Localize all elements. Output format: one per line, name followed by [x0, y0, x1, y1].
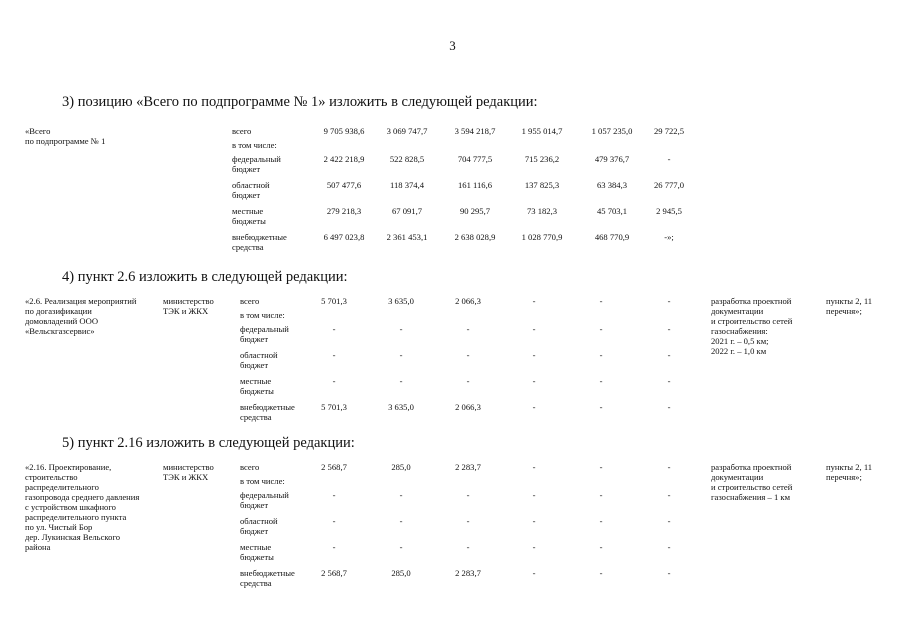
table-cell: 5 701,3	[321, 402, 347, 412]
table-cell: 285,0	[391, 462, 411, 472]
table-cell: 6 497 023,8	[323, 232, 365, 242]
table-cell: -	[332, 350, 336, 360]
table-cell: 118 374,4	[389, 180, 425, 190]
table-cell: 73 182,3	[526, 206, 558, 216]
row-label: местные бюджеты	[240, 376, 274, 396]
table-cell: 137 825,3	[524, 180, 560, 190]
table-cell: 9 705 938,6	[323, 126, 365, 136]
table-cell: 26 777,0	[653, 180, 685, 190]
row-label: областной бюджет	[240, 516, 278, 536]
section-heading-3: 5) пункт 2.16 изложить в следующей редакции:	[62, 435, 355, 451]
table-cell: 3 635,0	[388, 402, 414, 412]
row-label: всего	[232, 126, 252, 136]
table-cell: 2 568,7	[321, 568, 347, 578]
table-cell: -	[466, 350, 470, 360]
table-cell: -	[532, 296, 536, 306]
executor: министерство ТЭК и ЖКХ	[163, 462, 214, 482]
table-cell: 1 028 770,9	[521, 232, 563, 242]
row-label: местные бюджеты	[240, 542, 274, 562]
table-cell: 279 218,3	[326, 206, 362, 216]
table-cell: -	[599, 490, 603, 500]
row-label: внебюджетные средства	[240, 568, 295, 588]
row-label: федеральный бюджет	[232, 154, 281, 174]
reference: пункты 2, 11 перечня»;	[826, 462, 873, 482]
table-cell: 67 091,7	[391, 206, 423, 216]
row-label: областной бюджет	[240, 350, 278, 370]
table-cell: -	[532, 376, 536, 386]
table-cell: -	[667, 154, 671, 164]
table-cell: 468 770,9	[594, 232, 630, 242]
row-label: областной бюджет	[232, 180, 270, 200]
row-label: местные бюджеты	[232, 206, 266, 226]
table-cell: -	[332, 490, 336, 500]
table-cell: -	[332, 542, 336, 552]
table-cell: -	[667, 490, 671, 500]
table-cell: -	[599, 462, 603, 472]
table-cell: -	[399, 350, 403, 360]
table-cell: -	[399, 516, 403, 526]
table-cell: 161 116,6	[457, 180, 493, 190]
table-cell: -	[599, 296, 603, 306]
table-cell: -	[532, 350, 536, 360]
table-cell: -	[599, 324, 603, 334]
table-cell: -	[599, 542, 603, 552]
table-cell: -	[399, 542, 403, 552]
table-cell: 522 828,5	[389, 154, 425, 164]
table-cell: -	[667, 296, 671, 306]
table-cell: -	[399, 490, 403, 500]
table-cell: -	[599, 376, 603, 386]
table-cell: 63 384,3	[596, 180, 628, 190]
row-label: в том числе:	[232, 140, 277, 150]
table-cell: 3 594 218,7	[454, 126, 496, 136]
section-heading-1: 3) позицию «Всего по подпрограмме № 1» изложить в следующей редакции:	[62, 94, 538, 110]
table-cell: 2 422 218,9	[323, 154, 365, 164]
table-cell: 45 703,1	[596, 206, 628, 216]
row-label: внебюджетные средства	[232, 232, 287, 252]
table-cell: -	[466, 490, 470, 500]
expected-result: разработка проектной документации и строительство сетей газоснабжения – 1 км	[711, 462, 793, 502]
table-cell: 2 066,3	[455, 402, 481, 412]
table-cell: -	[667, 462, 671, 472]
executor: министерство ТЭК и ЖКХ	[163, 296, 214, 316]
table-cell: -	[532, 568, 536, 578]
item-name: «2.6. Реализация мероприятий по догазификации домовладений ООО «Вельскгазсервис»	[25, 296, 137, 336]
table-cell: -	[532, 462, 536, 472]
table-cell: -	[667, 324, 671, 334]
row-label: федеральный бюджет	[240, 490, 289, 510]
reference: пункты 2, 11 перечня»;	[826, 296, 873, 316]
table-cell: -	[599, 402, 603, 412]
table-cell: -»;	[664, 232, 674, 242]
table-cell: -	[667, 516, 671, 526]
table-cell: 2 945,5	[656, 206, 682, 216]
table-cell: 3 069 747,7	[386, 126, 428, 136]
table-cell: 715 236,2	[524, 154, 560, 164]
table-cell: -	[466, 542, 470, 552]
row-label: всего	[240, 296, 260, 306]
page-number: 3	[449, 38, 456, 53]
table-cell: 3 635,0	[388, 296, 414, 306]
table-cell: -	[332, 376, 336, 386]
table-cell: 1 057 235,0	[591, 126, 633, 136]
expected-result: разработка проектной документации и строительство сетей газоснабжения: 2021 г. – 0,5 км; 2022 г. – 1,0 км	[711, 296, 793, 356]
table-cell: 29 722,5	[653, 126, 685, 136]
table-cell: 1 955 014,7	[521, 126, 563, 136]
table-cell: 479 376,7	[594, 154, 630, 164]
item-name: «Всего по подпрограмме № 1	[25, 126, 106, 146]
table-cell: -	[532, 490, 536, 500]
table-cell: 2 568,7	[321, 462, 347, 472]
item-name: «2.16. Проектирование, строительство распределительного газопровода среднего давления с устройством шкафного распределительного пункта по ул. Чистый Бор дер. Лукинская Вельского района	[25, 462, 140, 552]
table-cell: -	[399, 376, 403, 386]
row-label: всего	[240, 462, 260, 472]
row-label: в том числе:	[240, 476, 285, 486]
table-cell: -	[667, 350, 671, 360]
table-cell: -	[599, 350, 603, 360]
table-cell: 2 066,3	[455, 296, 481, 306]
table-cell: -	[667, 542, 671, 552]
table-cell: 2 638 028,9	[454, 232, 496, 242]
table-cell: -	[532, 516, 536, 526]
row-label: федеральный бюджет	[240, 324, 289, 344]
table-cell: -	[532, 324, 536, 334]
table-cell: -	[466, 324, 470, 334]
table-cell: -	[532, 542, 536, 552]
table-cell: 5 701,3	[321, 296, 347, 306]
table-cell: -	[667, 376, 671, 386]
table-cell: -	[332, 324, 336, 334]
section-heading-2: 4) пункт 2.6 изложить в следующей редакции:	[62, 269, 348, 285]
table-cell: 2 361 453,1	[386, 232, 428, 242]
table-cell: -	[599, 516, 603, 526]
table-cell: 2 283,7	[455, 568, 481, 578]
row-label: в том числе:	[240, 310, 285, 320]
table-cell: -	[332, 516, 336, 526]
row-label: внебюджетные средства	[240, 402, 295, 422]
table-cell: -	[466, 376, 470, 386]
table-cell: 2 283,7	[455, 462, 481, 472]
table-cell: 90 295,7	[459, 206, 491, 216]
table-cell: 285,0	[391, 568, 411, 578]
table-cell: -	[667, 568, 671, 578]
table-cell: -	[599, 568, 603, 578]
table-cell: -	[667, 402, 671, 412]
table-cell: 704 777,5	[457, 154, 493, 164]
table-cell: -	[466, 516, 470, 526]
table-cell: 507 477,6	[326, 180, 362, 190]
table-cell: -	[532, 402, 536, 412]
table-cell: -	[399, 324, 403, 334]
